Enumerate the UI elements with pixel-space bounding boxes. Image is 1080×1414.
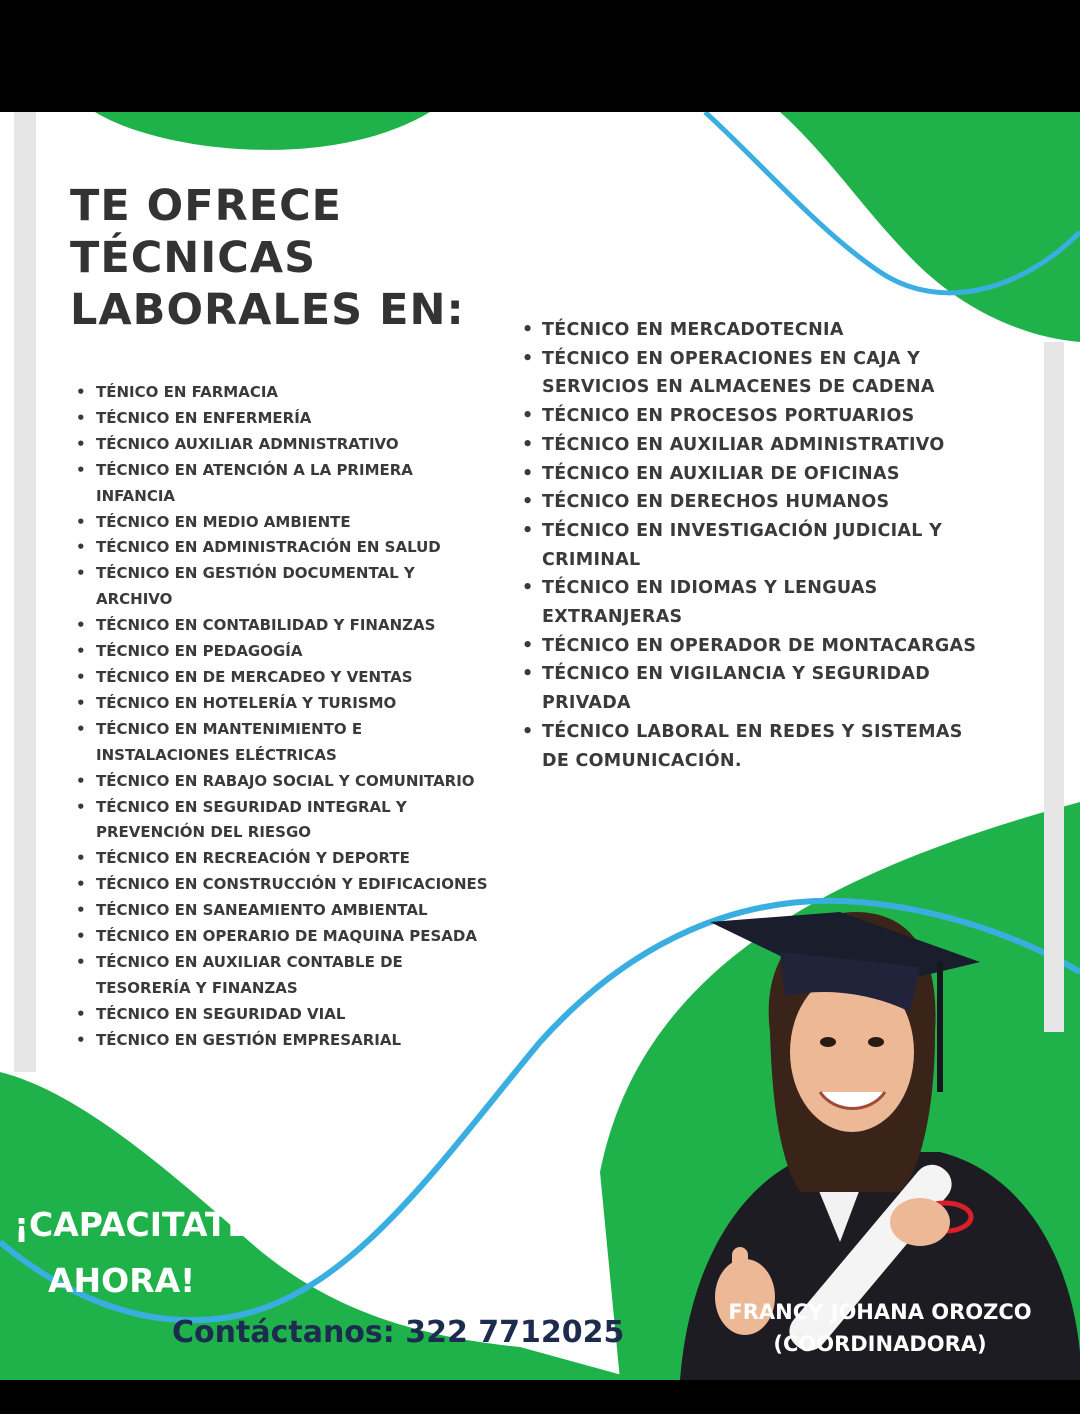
list-item: • TÉCNICO EN IDIOMAS Y LENGUAS EXTRANJERAS [522,574,992,631]
list-item: • TÉCNICO EN DE MERCADEO Y VENTAS [76,665,496,691]
list-item: • TÉCNICO EN SANEAMIENTO AMBIENTAL [76,898,496,924]
list-item: • TÉCNICO LABORAL EN REDES Y SISTEMAS DE COMUNICACIÓN. [522,718,992,775]
list-item: • TÉCNICO EN MERCADOTECNIA [522,316,992,345]
list-item: • TÉCNICO EN AUXILIAR CONTABLE DE TESORERÍA Y FINANZAS [76,950,496,1002]
cta-line-2: AHORA! [48,1261,196,1300]
program-list-left [76,380,496,1054]
graduate-illustration [640,792,1080,1380]
list-item: • TÉCNICO EN PEDAGOGÍA [76,639,496,665]
poster [0,112,1080,1380]
contact-line [172,1315,624,1350]
program-list-right [522,316,992,775]
top-left-green-wave [95,112,430,150]
list-item: • TÉCNICO AUXILIAR ADMNISTRATIVO [76,432,496,458]
list-item: • TÉCNICO EN SEGURIDAD VIAL [76,1002,496,1028]
coordinator-role: (COORDINADORA) [773,1332,987,1356]
list-item: • TÉCNICO EN GESTIÓN DOCUMENTAL Y ARCHIVO [76,561,496,613]
coordinator-name: FRANCY JOHANA OROZCO [728,1300,1032,1324]
headline-line-2: TÉCNICAS [70,233,317,283]
list-item: • TÉCNICO EN HOTELERÍA Y TURISMO [76,691,496,717]
list-item: • TÉCNICO EN OPERARIO DE MAQUINA PESADA [76,924,496,950]
list-item: • TÉNICO EN FARMACIA [76,380,496,406]
list-item: • TÉCNICO EN AUXILIAR ADMINISTRATIVO [522,431,992,460]
list-item: • TÉCNICO EN ENFERMERÍA [76,406,496,432]
list-item: • TÉCNICO EN VIGILANCIA Y SEGURIDAD PRIVADA [522,660,992,717]
list-item: • TÉCNICO EN MEDIO AMBIENTE [76,510,496,536]
list-item: • TÉCNICO EN RABAJO SOCIAL Y COMUNITARIO [76,769,496,795]
call-to-action [14,1197,334,1309]
list-item: • TÉCNICO EN OPERADOR DE MONTACARGAS [522,632,992,661]
contact-label: Contáctanos: [172,1315,395,1350]
list-item: • TÉCNICO EN CONSTRUCCIÓN Y EDIFICACIONES [76,872,496,898]
list-item: • TÉCNICO EN ATENCIÓN A LA PRIMERA INFANCIA [76,458,496,510]
list-item: • TÉCNICO EN ADMINISTRACIÓN EN SALUD [76,535,496,561]
list-item: • TÉCNICO EN OPERACIONES EN CAJA Y SERVICIOS EN ALMACENES DE CADENA [522,345,992,402]
list-item: • TÉCNICO EN MANTENIMIENTO E INSTALACIONES ELÉCTRICAS [76,717,496,769]
list-item: • TÉCNICO EN SEGURIDAD INTEGRAL Y PREVENCIÓN DEL RIESGO [76,795,496,847]
list-item: • TÉCNICO EN GESTIÓN EMPRESARIAL [76,1028,496,1054]
list-item: • TÉCNICO EN CONTABILIDAD Y FINANZAS [76,613,496,639]
headline [70,180,510,336]
cta-line-1: ¡CAPACITATE [14,1205,250,1244]
contact-phone[interactable]: 322 7712025 [405,1315,625,1350]
coordinator-block [720,1296,1040,1360]
headline-line-3: LABORALES EN: [70,285,465,335]
list-item: • TÉCNICO EN PROCESOS PORTUARIOS [522,402,992,431]
list-item: • TÉCNICO EN RECREACIÓN Y DEPORTE [76,846,496,872]
list-item: • TÉCNICO EN INVESTIGACIÓN JUDICIAL Y CRIMINAL [522,517,992,574]
list-item: • TÉCNICO EN AUXILIAR DE OFICINAS [522,460,992,489]
headline-line-1: TE OFRECE [70,181,343,231]
list-item: • TÉCNICO EN DERECHOS HUMANOS [522,488,992,517]
